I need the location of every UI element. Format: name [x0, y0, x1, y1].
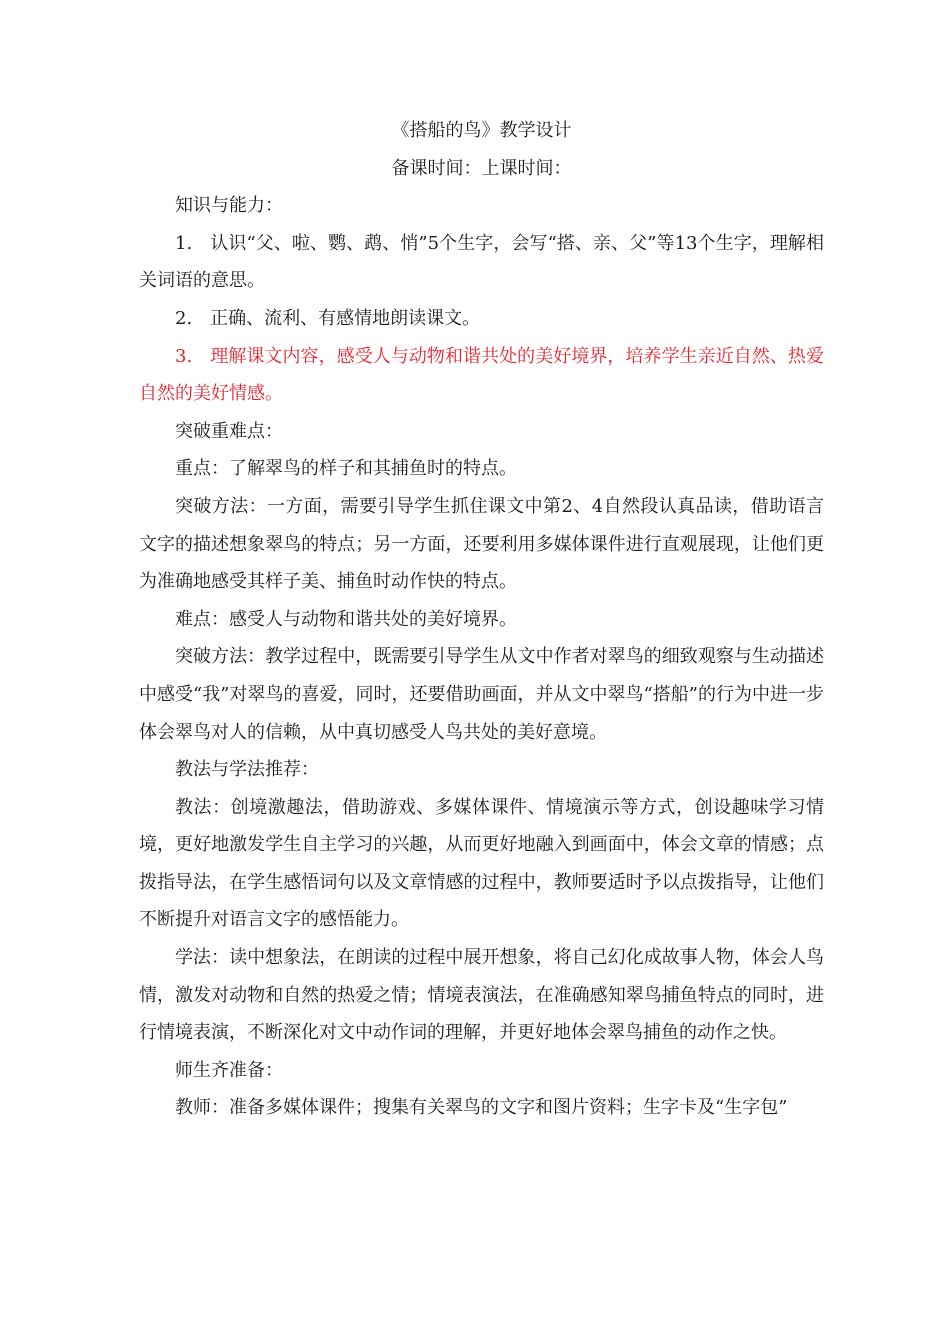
- prep-heading: 师生齐准备：: [175, 1059, 283, 1081]
- goal-3-number: 3.: [175, 345, 211, 367]
- difficulty-heading: 突破重难点：: [175, 420, 283, 442]
- key-point: 重点：了解翠鸟的样子和其捕鱼时的特点。: [175, 458, 517, 480]
- key-method: 突破方法：一方面，需要引导学生抓住课文中第2、4自然段认真品读，借助语言文字的描述想象翠鸟的特点；另一方面，还要利用多媒体课件进行直观展现，让他们更为准确地感受其样子美、捕鱼时动作快的特点。: [139, 495, 824, 593]
- goal-1: 1. 认识“父、啦、鹦、鹉、悄”5个生字，会写“搭、亲、父”等13个生字，理解相关词语的意思。: [139, 232, 824, 292]
- document-body: [139, 112, 824, 1127]
- goal-3: [139, 338, 824, 413]
- teacher-prep: 教师：准备多媒体课件；搜集有关翠鸟的文字和图片资料；生字卡及“生字包”: [175, 1097, 788, 1119]
- goal-2: 2. 正确、流利、有感情地朗读课文。: [175, 307, 481, 329]
- method-heading: 教法与学法推荐：: [175, 759, 319, 781]
- hard-method: 突破方法：教学过程中，既需要引导学生从文中作者对翠鸟的细致观察与生动描述中感受“我”对翠鸟的喜爱，同时，还要借助画面，并从文中翠鸟“搭船”的行为中进一步体会翠鸟对人的信赖，从中真切感受人鸟共处的美好意境。: [139, 646, 824, 743]
- teach-method: 教法：创境激趣法，借助游戏、多媒体课件、情境演示等方式，创设趣味学习情境，更好地激发学生自主学习的兴趣，从而更好地融入到画面中，体会文章的情感；点拨指导法，在学生感悟词句以及文章情感的过程中，教师要适时予以点拨指导，让他们不断提升对语言文字的感悟能力。: [139, 796, 824, 931]
- document-title: 《搭船的鸟》教学设计: [391, 120, 572, 141]
- document-subtitle: 备课时间：上课时间：: [391, 157, 572, 179]
- hard-point: 难点：感受人与动物和谐共处的美好境界。: [175, 608, 517, 630]
- goal-3-text: 理解课文内容，感受人与动物和谐共处的美好境界，培养学生亲近自然、热爱自然的美好情感。: [139, 345, 824, 405]
- learn-method: 学法：读中想象法，在朗读的过程中展开想象，将自己幻化成故事人物，体会人鸟情，激发对动物和自然的热爱之情；情境表演法，在准确感知翠鸟捕鱼特点的同时，进行情境表演，不断深化对文中动作词的理解，并更好地体会翠鸟捕鱼的动作之快。: [139, 947, 824, 1044]
- knowledge-heading: 知识与能力：: [175, 195, 283, 217]
